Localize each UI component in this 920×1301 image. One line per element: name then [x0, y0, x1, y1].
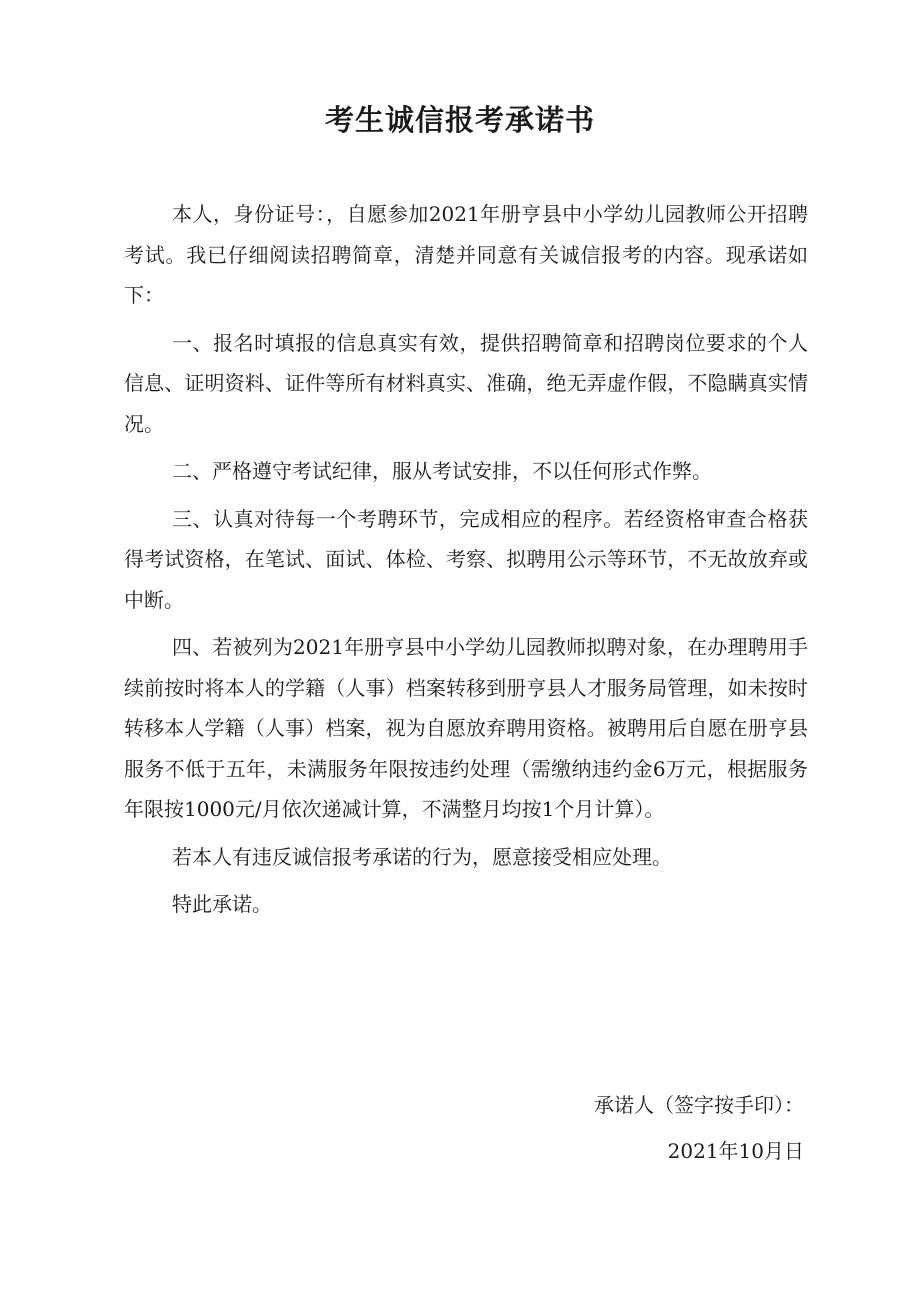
- signature-label: 承诺人（签字按手印）：: [594, 1093, 804, 1117]
- paragraph-acceptance: 若本人有违反诚信报考承诺的行为，愿意接受相应处理。: [172, 844, 672, 869]
- document-title: 考生诚信报考承诺书: [324, 103, 595, 137]
- paragraph-item-3: 三、认真对待每一个考聘环节，完成相应的程序。若经资格审查合格获得考试资格，在笔试、面试、体检、考察、拟聘用公示等环节，不无故放弃或中断。: [124, 506, 808, 612]
- signature-date: 2021年10月日: [667, 1139, 804, 1163]
- paragraph-closing: 特此承诺。: [172, 892, 272, 916]
- document-body: [124, 194, 808, 932]
- paragraph-item-4: 四、若被列为2021年册亨县中小学幼儿园教师拟聘对象，在办理聘用手续前按时将本人的学籍（人事）档案转移到册亨县人才服务局管理，如未按时转移本人学籍（人事）档案，视为自愿放弃聘用资格。被聘用后自愿在册亨县服务不低于五年，未满服务年限按违约处理（需缴纳违约金6万元，根据服务年限按1000元/月依次递减计算，不满整月均按1个月计算）。: [124, 635, 808, 821]
- paragraph-intro: 本人，身份证号：，自愿参加2021年册亨县中小学幼儿园教师公开招聘考试。我已仔细阅读招聘简章，清楚并同意有关诚信报考的内容。现承诺如下：: [124, 202, 808, 307]
- paragraph-item-1: 一、报名时填报的信息真实有效，提供招聘简章和招聘岗位要求的个人信息、证明资料、证件等所有材料真实、准确，绝无弄虚作假，不隐瞒真实情况。: [124, 330, 808, 436]
- paragraph-item-2: 二、严格遵守考试纪律，服从考试安排，不以任何形式作弊。: [172, 459, 712, 483]
